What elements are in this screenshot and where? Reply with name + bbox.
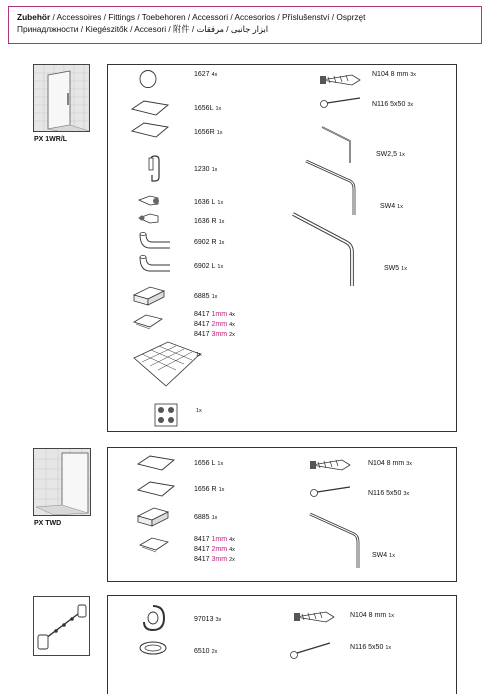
title-bold: Zubehör bbox=[17, 12, 51, 22]
item-label: SW2,5 1x bbox=[376, 151, 405, 158]
bracket-icon bbox=[140, 604, 166, 634]
item-label: 8417 2mm 4x bbox=[194, 546, 235, 553]
shower-door-drawing-1 bbox=[34, 65, 90, 132]
item-label: 1x bbox=[196, 352, 202, 358]
item-label: N116 5x50 3x bbox=[368, 490, 410, 497]
handle-icon bbox=[136, 253, 174, 275]
shim-icon bbox=[138, 536, 170, 554]
end-cap-icon bbox=[136, 211, 162, 225]
item-label: 1x bbox=[196, 408, 202, 414]
item-label: 8417 3mm 2x bbox=[194, 331, 235, 338]
hook-icon bbox=[146, 155, 166, 183]
item-label: N104 8 mm 1x bbox=[350, 612, 394, 619]
item-label: 6885 1x bbox=[194, 514, 218, 521]
product-code-1: PX 1WR/L bbox=[34, 136, 68, 143]
wall-plug-icon bbox=[292, 608, 336, 626]
allen-key-icon bbox=[308, 510, 368, 572]
item-label: 8417 1mm 4x bbox=[194, 311, 235, 318]
shower-door-drawing-2 bbox=[34, 449, 91, 516]
title-rest: / Accessoires / Fittings / Toebehoren / Accessori / Accesorios / Příslušenství / Osprzęt bbox=[50, 12, 366, 22]
cap-icon bbox=[138, 69, 158, 89]
accessory-box-2 bbox=[107, 447, 457, 582]
item-label: 8417 3mm 2x bbox=[194, 556, 235, 563]
seal-plate-icon bbox=[130, 121, 170, 141]
shim-icon bbox=[132, 313, 164, 331]
screw-icon bbox=[288, 640, 332, 660]
product-thumbnail-3 bbox=[33, 596, 90, 656]
product-thumbnail-2 bbox=[33, 448, 91, 516]
item-label: 1656R 1x bbox=[194, 129, 223, 136]
item-label: N104 8 mm 3x bbox=[372, 71, 416, 78]
item-label: 1656L 1x bbox=[194, 105, 222, 112]
towel-rail-drawing bbox=[34, 597, 90, 656]
accessory-box-1 bbox=[107, 64, 457, 432]
rosette-icon bbox=[138, 640, 168, 656]
item-label: 1656 L 1x bbox=[194, 460, 224, 467]
block-icon bbox=[136, 506, 170, 528]
item-label: SW4 1x bbox=[372, 552, 395, 559]
block-icon bbox=[132, 285, 166, 307]
allen-key-icon bbox=[290, 210, 360, 290]
sticker-sheet-icon bbox=[154, 403, 178, 427]
wall-plug-icon bbox=[318, 71, 362, 89]
item-label: N116 5x50 1x bbox=[350, 644, 392, 651]
item-label: 6902 L 1x bbox=[194, 263, 224, 270]
item-label: 6885 1x bbox=[194, 293, 218, 300]
item-label: 8417 2mm 4x bbox=[194, 321, 235, 328]
item-label: N116 5x50 3x bbox=[372, 101, 414, 108]
seal-plate-icon bbox=[136, 454, 176, 474]
seal-plate-icon bbox=[130, 99, 170, 119]
handle-icon bbox=[136, 230, 174, 252]
item-label: 1627 4x bbox=[194, 71, 218, 78]
end-cap-icon bbox=[136, 193, 162, 207]
item-label: SW4 1x bbox=[380, 203, 403, 210]
title-line-2: Принадлжности / Kiegészitők / Accesori / 附件 / ابزار جانبی / مرفقات bbox=[17, 24, 269, 34]
item-label: 6510 2x bbox=[194, 648, 218, 655]
item-label: 97013 3x bbox=[194, 616, 222, 623]
product-thumbnail-1 bbox=[33, 64, 90, 132]
item-label: 1636 R 1x bbox=[194, 218, 225, 225]
item-label: 6902 R 1x bbox=[194, 239, 225, 246]
item-label: 8417 1mm 4x bbox=[194, 536, 235, 543]
title-box bbox=[8, 6, 482, 44]
item-label: N104 8 mm 3x bbox=[368, 460, 412, 467]
seal-plate-icon bbox=[136, 480, 176, 500]
item-label: SW5 1x bbox=[384, 265, 407, 272]
item-label: 1636 L 1x bbox=[194, 199, 224, 206]
item-label: 1230 1x bbox=[194, 166, 218, 173]
screw-icon bbox=[308, 484, 352, 498]
wall-plug-icon bbox=[308, 456, 352, 474]
item-label: 1656 R 1x bbox=[194, 486, 225, 493]
screw-icon bbox=[318, 95, 362, 109]
shim-sheet-icon bbox=[132, 340, 202, 388]
accessory-box-3 bbox=[107, 595, 457, 694]
product-code-2: PX TWD bbox=[34, 520, 62, 527]
title-line-1 bbox=[17, 11, 473, 23]
